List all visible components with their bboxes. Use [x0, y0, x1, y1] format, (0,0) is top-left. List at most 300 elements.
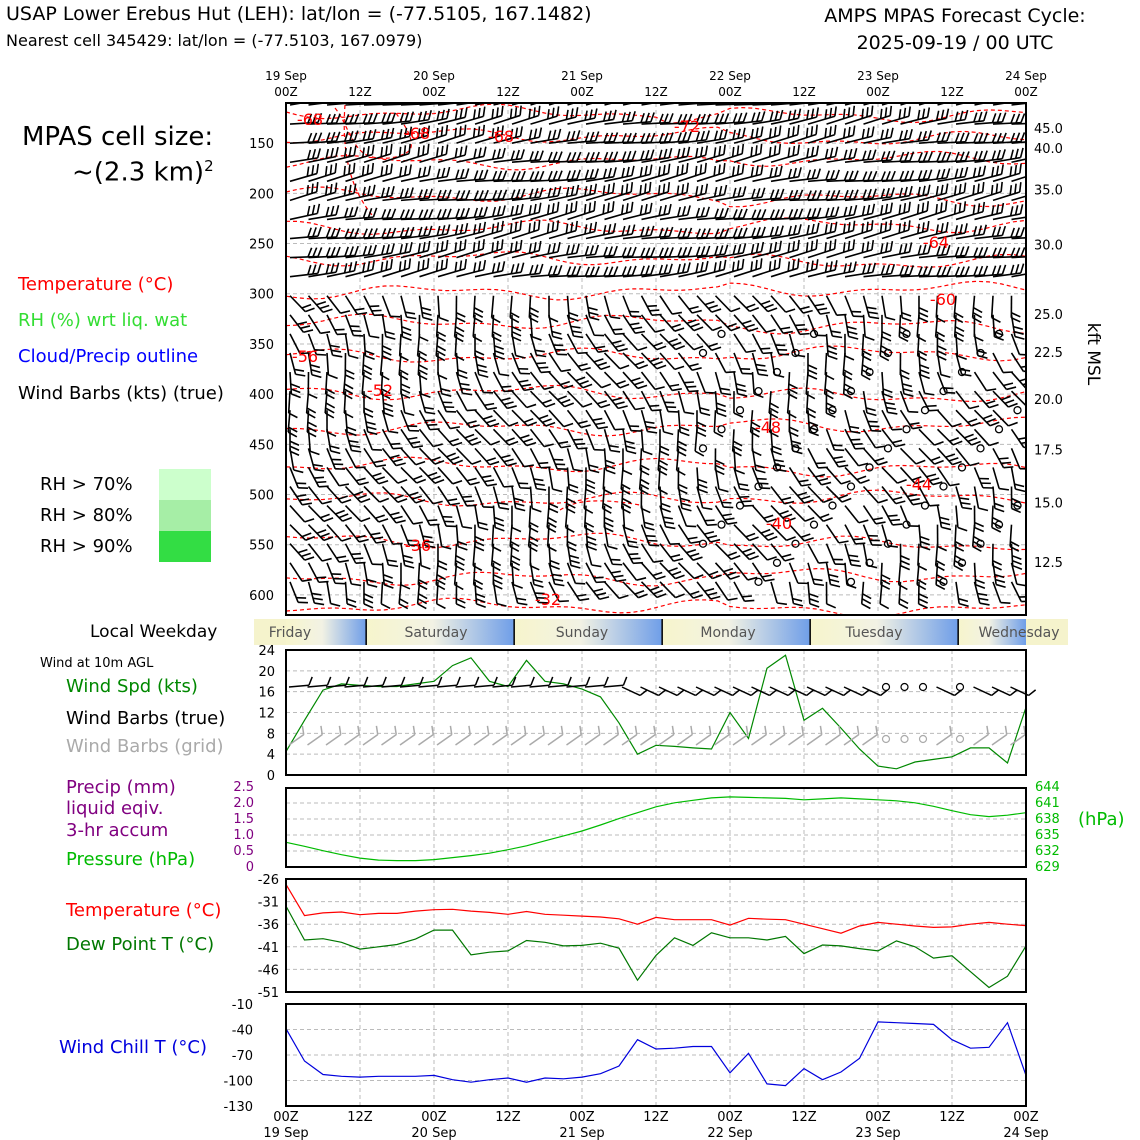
barb-feather: [333, 183, 339, 193]
wind-barb: [473, 261, 506, 276]
wind-barb: [473, 148, 506, 162]
barb-shaft: [882, 467, 897, 483]
bottom-hour-label: 00Z: [421, 1110, 447, 1125]
barb-feather: [465, 93, 470, 102]
barb-shaft: [975, 467, 983, 487]
wind-barb: [641, 227, 674, 238]
barb-feather: [417, 112, 422, 122]
barb-feather: [509, 420, 518, 429]
barb-feather: [426, 166, 432, 176]
barb-feather: [703, 146, 709, 156]
barb-feather: [534, 583, 544, 588]
barb-feather: [384, 412, 393, 417]
barb-feather: [381, 113, 386, 122]
barb-feather: [455, 209, 460, 218]
barb-feather: [756, 227, 761, 236]
kft-tick-label: 17.5: [1034, 443, 1063, 459]
wind-barb: [457, 405, 480, 431]
barb-feather: [904, 171, 908, 180]
wind-barb: [346, 410, 357, 437]
barb-feather: [710, 537, 720, 546]
barb-shaft: [845, 467, 860, 483]
barb-feather: [650, 265, 655, 274]
windchill-tick: -100: [223, 1074, 253, 1090]
barb-shaft: [642, 315, 656, 332]
barb-feather: [917, 245, 922, 255]
barb-shaft: [659, 735, 674, 745]
precip-tick: 1.0: [233, 828, 254, 843]
barb-shaft: [290, 582, 298, 602]
wind-barb: [882, 294, 895, 321]
barb-feather: [964, 110, 969, 120]
barb-feather: [497, 602, 507, 607]
wind-barb: [880, 242, 913, 257]
surface-barb-grid: [691, 726, 714, 745]
barb-feather: [441, 168, 446, 178]
barb-shaft: [642, 429, 644, 451]
barb-feather: [604, 523, 613, 527]
barb-feather: [367, 425, 377, 430]
wind-barb: [438, 461, 462, 486]
wind-barb: [288, 204, 321, 220]
barb-feather: [314, 601, 324, 607]
barb-feather: [1010, 228, 1015, 237]
barb-feather: [462, 391, 472, 397]
barb-feather: [444, 240, 450, 250]
barb-feather: [697, 427, 706, 431]
wind-barb: [364, 409, 377, 436]
legend-rh70: RH > 70%: [40, 474, 133, 495]
barb-feather: [325, 93, 330, 102]
wind-barb: [455, 147, 488, 163]
wind-barb: [1012, 445, 1030, 472]
wind-barb: [364, 313, 379, 340]
barb-feather: [938, 547, 947, 551]
barb-feather: [919, 318, 928, 322]
barb-feather: [995, 91, 1001, 101]
temperature-panel: [258, 873, 1026, 1001]
barb-feather: [419, 337, 428, 341]
barb-feather: [789, 427, 798, 431]
barb-feather: [770, 403, 779, 408]
barb-feather: [594, 169, 599, 178]
barb-feather: [405, 227, 410, 236]
wind-barb: [642, 576, 667, 601]
wind-barb: [603, 111, 636, 124]
wind-barb: [605, 523, 618, 550]
wind-barb: [956, 484, 972, 511]
barb-shaft: [808, 544, 819, 563]
barb-feather: [325, 264, 330, 274]
wind-barb: [660, 328, 685, 353]
barb-feather: [576, 170, 581, 179]
barb-feather: [501, 261, 507, 271]
cell-size-label: MPAS cell size:: [22, 122, 214, 152]
barb-feather: [974, 248, 978, 257]
barb-feather: [843, 150, 848, 160]
barb-feather: [610, 87, 616, 97]
wind-barb: [568, 542, 581, 569]
barb-shaft: [880, 334, 882, 356]
barb-feather: [626, 445, 636, 450]
wind-barb: [289, 227, 322, 239]
barb-shaft: [753, 372, 755, 394]
barb-feather: [922, 131, 927, 140]
wind-barb: [456, 170, 489, 182]
barb-shaft: [382, 735, 397, 745]
legend-cloud: Cloud/Precip outline: [18, 346, 199, 367]
barb-feather: [1029, 229, 1033, 238]
barb-feather: [497, 171, 501, 180]
wind-barb: [494, 386, 517, 412]
barb-feather: [707, 521, 717, 529]
barb-feather: [447, 209, 451, 218]
barb-feather: [664, 248, 668, 257]
barb-feather: [539, 151, 544, 160]
wind-barb: [623, 505, 634, 532]
barb-feather: [436, 604, 445, 609]
pressure-precip-panel: [233, 780, 1060, 875]
barb-feather: [552, 130, 557, 140]
barb-feather: [536, 220, 543, 230]
barb-shaft: [975, 563, 976, 585]
barb-shaft: [880, 582, 882, 604]
wind-barb: [642, 292, 662, 319]
barb-feather: [585, 152, 589, 161]
barb-feather: [450, 500, 460, 508]
barb-feather: [969, 403, 979, 412]
barb-shaft: [307, 391, 309, 413]
barb-feather: [1014, 205, 1020, 215]
barb-feather: [612, 167, 617, 177]
barb-feather: [478, 92, 483, 102]
barb-feather: [520, 263, 525, 273]
barb-shaft: [531, 467, 537, 488]
barb-feather: [481, 260, 487, 270]
barb-feather: [372, 446, 382, 453]
isotherm-line: [286, 569, 1026, 586]
wind-barb: [716, 370, 732, 397]
barb-feather: [715, 114, 719, 123]
barb-shaft: [917, 315, 919, 337]
barb-feather: [308, 133, 312, 142]
barb-feather: [401, 389, 410, 393]
wind-barb: [660, 388, 678, 415]
barb-shaft: [510, 296, 512, 318]
barb-feather: [792, 168, 797, 178]
barb-feather: [366, 421, 376, 426]
barb-feather: [769, 112, 774, 122]
barb-feather: [442, 545, 452, 550]
wind-barb: [401, 293, 416, 320]
barb-feather: [849, 335, 859, 340]
barb-feather: [746, 347, 756, 355]
barb-feather: [1015, 483, 1025, 489]
barb-feather: [706, 246, 711, 255]
barb-shaft: [494, 410, 509, 426]
barb-feather: [569, 489, 578, 494]
barb-feather: [830, 207, 835, 216]
panel-frame: [286, 788, 1026, 867]
barb-shaft: [660, 563, 675, 579]
barb-feather: [635, 405, 645, 413]
barb-feather: [812, 208, 817, 217]
barb-shaft: [381, 353, 383, 375]
wind-barb: [364, 443, 386, 470]
barb-shaft: [418, 334, 420, 356]
wind-barb: [716, 557, 740, 582]
wind-barb: [734, 309, 758, 334]
barb-feather: [772, 451, 781, 456]
barb-feather: [367, 578, 377, 583]
temperature-tick: -41: [257, 940, 279, 956]
barb-feather: [571, 170, 576, 179]
barb-feather: [386, 209, 390, 218]
surface-barb-grid: [747, 726, 770, 745]
barb-feather: [438, 566, 447, 570]
temperature-tick: -36: [257, 918, 279, 934]
wind-barb: [845, 541, 861, 568]
barb-feather: [758, 144, 765, 154]
barb-feather: [901, 88, 908, 98]
wind-barb: [327, 559, 345, 586]
barb-feather: [889, 128, 895, 138]
wind-barb: [679, 328, 704, 353]
wind-barb: [642, 366, 665, 392]
barb-feather: [536, 486, 546, 492]
barb-shaft: [309, 429, 311, 451]
barb-feather: [320, 328, 330, 336]
barb-feather: [407, 165, 413, 175]
calm-wind-circle: [755, 578, 762, 585]
wind-speed-tick: 4: [266, 748, 275, 764]
calm-wind-circle: [700, 349, 707, 356]
wind-barb: [531, 444, 551, 471]
wind-barb: [753, 309, 776, 335]
legend-temperature-2m: Temperature (°C): [66, 900, 222, 921]
chart-title: USAP Lower Erebus Hut (LEH): lat/lon = (-77.5105, 167.1482): [6, 3, 592, 25]
wind-barb: [457, 442, 482, 467]
wind-barb: [753, 538, 777, 563]
barb-shaft: [899, 315, 900, 337]
barb-feather: [934, 439, 943, 448]
barb-feather: [491, 207, 496, 217]
barb-feather: [876, 519, 886, 527]
barb-feather: [664, 114, 668, 123]
barb-feather: [539, 264, 544, 273]
barb-feather: [946, 168, 951, 177]
barb-feather: [668, 91, 673, 101]
barb-shaft: [531, 315, 533, 337]
pressure-tick-label: 500: [249, 488, 274, 504]
barb-feather: [373, 228, 377, 237]
barb-feather: [916, 458, 925, 467]
barb-feather: [944, 222, 950, 232]
wind-barb: [494, 580, 507, 607]
barb-feather: [458, 374, 467, 379]
barb-feather: [904, 266, 909, 275]
barb-feather: [494, 517, 503, 522]
barb-feather: [695, 208, 700, 217]
barb-feather: [498, 190, 502, 199]
barb-feather: [872, 150, 877, 159]
barb-feather: [437, 190, 441, 199]
wind-barb: [1012, 424, 1034, 451]
barb-feather: [655, 326, 665, 335]
barb-shaft: [531, 486, 533, 508]
barb-feather: [511, 190, 516, 199]
barb-feather: [474, 308, 483, 313]
barb-feather: [658, 265, 663, 274]
barb-feather: [632, 151, 637, 160]
surface-barb-true: [288, 677, 313, 687]
barb-feather: [990, 92, 996, 102]
barb-feather: [569, 312, 578, 317]
barb-feather: [539, 188, 544, 197]
barb-feather: [630, 166, 636, 176]
barb-shaft: [827, 467, 842, 483]
barb-feather: [777, 241, 783, 251]
surface-barb-grid: [784, 726, 807, 745]
barb-shaft: [678, 735, 693, 745]
barb-feather: [752, 210, 756, 219]
barb-feather: [520, 485, 530, 492]
barb-feather: [903, 187, 908, 197]
legend-precip-2: liquid eqiv.: [66, 798, 164, 819]
barb-shaft: [733, 429, 734, 451]
wind-barb: [734, 465, 749, 492]
barb-feather: [308, 248, 312, 257]
barb-shaft: [346, 315, 354, 336]
wind-barb: [364, 500, 388, 525]
barb-feather: [834, 447, 844, 454]
bottom-hour-label: 00Z: [717, 1110, 743, 1125]
barb-feather: [345, 375, 354, 379]
barb-feather: [569, 554, 579, 559]
windchill-panel: [223, 998, 1026, 1115]
barb-feather: [743, 209, 747, 218]
barb-shaft: [882, 296, 886, 318]
barb-feather: [736, 382, 746, 387]
barb-feather: [354, 246, 359, 255]
barb-feather: [437, 209, 441, 218]
barb-feather: [1019, 204, 1025, 214]
barb-feather: [380, 496, 389, 505]
isotherm-label: -44: [905, 475, 933, 494]
barb-feather: [520, 370, 530, 377]
barb-feather: [586, 677, 591, 685]
barb-shaft: [696, 735, 711, 745]
barb-feather: [317, 227, 322, 236]
weekday-label: Monday: [700, 625, 756, 641]
temperature-tick: -31: [257, 895, 279, 911]
wind-barb: [346, 444, 366, 471]
wind-barb: [475, 504, 488, 531]
barb-feather: [326, 248, 330, 257]
barb-feather: [302, 576, 312, 584]
barb-feather: [937, 346, 946, 350]
barb-shaft: [327, 563, 335, 583]
barb-feather: [462, 524, 472, 530]
barb-feather: [1006, 384, 1016, 393]
wind-barb: [420, 406, 440, 433]
wind-barb: [418, 167, 451, 181]
barb-feather: [953, 225, 959, 235]
barb-feather: [701, 114, 705, 123]
wind-barb: [975, 333, 988, 360]
pressure-tick: 644: [1035, 780, 1060, 795]
barb-shaft: [493, 685, 513, 687]
barb-shaft: [381, 582, 382, 604]
wind-barb: [457, 352, 468, 379]
calm-wind-circle: [920, 736, 927, 743]
barb-feather: [788, 209, 792, 218]
wind-barb: [549, 385, 574, 410]
barb-feather: [311, 149, 316, 159]
barb-feather: [385, 187, 390, 197]
barb-feather: [381, 604, 390, 608]
wind-barb: [510, 128, 543, 144]
calm-wind-circle: [718, 426, 725, 433]
barb-feather: [1012, 560, 1021, 564]
barb-feather: [327, 677, 332, 685]
barb-shaft: [401, 315, 402, 337]
wind-barb: [919, 442, 944, 467]
barb-feather: [832, 239, 839, 249]
barb-feather: [513, 584, 522, 589]
wind-barb: [586, 329, 608, 356]
barb-feather: [742, 186, 747, 196]
barb-feather: [1014, 149, 1019, 159]
barb-feather: [422, 311, 432, 316]
barb-feather: [364, 599, 373, 603]
barb-feather: [829, 573, 839, 579]
barb-feather: [613, 246, 618, 255]
barb-feather: [368, 430, 378, 435]
barb-feather: [613, 132, 617, 141]
kft-tick-label: 25.0: [1034, 307, 1063, 323]
barb-feather: [549, 508, 558, 512]
wind-barb: [697, 484, 712, 511]
barb-feather: [402, 331, 411, 336]
kft-axis-label: kft MSL: [1083, 322, 1103, 386]
barb-shaft: [845, 448, 858, 465]
barb-feather: [298, 484, 308, 491]
barb-feather: [724, 208, 729, 217]
barb-feather: [645, 526, 655, 531]
wind-barb: [696, 208, 729, 219]
barb-shaft: [457, 429, 472, 445]
barb-feather: [650, 226, 655, 235]
barb-feather: [898, 244, 904, 254]
barb-feather: [483, 504, 493, 511]
barb-feather: [755, 464, 765, 469]
barb-feather: [409, 112, 414, 121]
wind-barb: [993, 367, 1016, 393]
surface-barb-grid: [932, 726, 955, 745]
barb-shaft: [716, 544, 732, 560]
barb-shaft: [993, 372, 1006, 389]
barb-feather: [445, 109, 451, 119]
barb-feather: [407, 315, 417, 321]
barb-feather: [665, 182, 672, 192]
wind-barb: [586, 541, 601, 568]
barb-feather: [970, 460, 980, 469]
barb-shaft: [640, 467, 642, 489]
barb-feather: [981, 166, 987, 176]
barb-feather: [306, 150, 311, 160]
barb-shaft: [734, 334, 746, 352]
